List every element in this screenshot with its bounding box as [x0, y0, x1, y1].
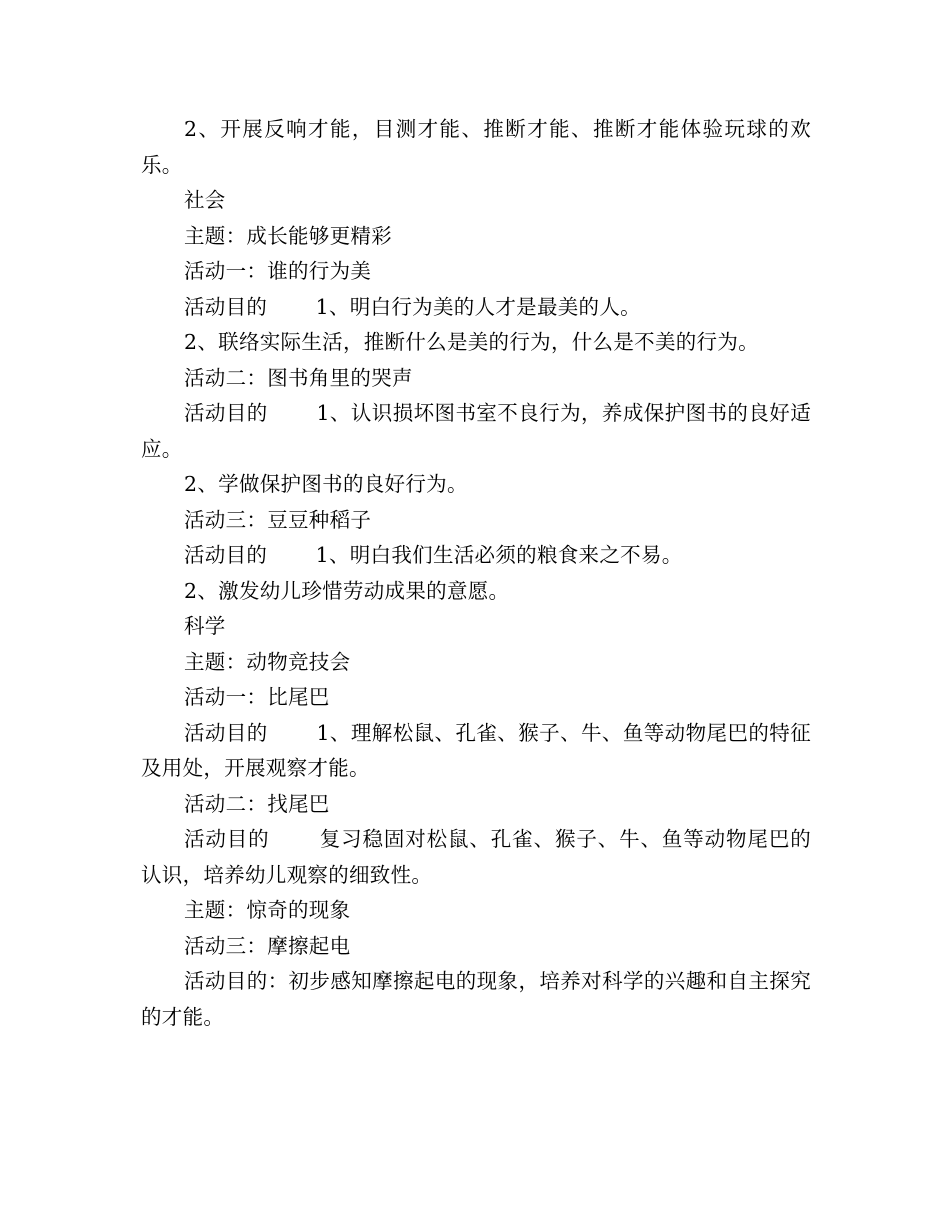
activity-goal: 活动目的 1、明白我们生活必须的粮食来之不易。	[184, 543, 683, 567]
theme-heading: 主题：惊奇的现象	[184, 898, 351, 922]
activity-goal: 活动目的 复习稳固对松鼠、孔雀、猴子、牛、鱼等动物尾巴的认识，培养幼儿观察的细致性。	[141, 827, 811, 887]
activity-goal: 活动目的 1、明白行为美的人才是最美的人。	[184, 294, 641, 319]
activity-goal: 活动目的：初步感知摩擦起电的现象，培养对科学的兴趣和自主探究的才能。	[141, 969, 811, 1029]
activity-heading: 活动一：谁的行为美	[184, 259, 372, 283]
paragraph-skill-goal: 2、开展反响才能，目测才能、推断才能、推断才能体验玩球的欢乐。	[141, 117, 811, 177]
activity-goal: 2、激发幼儿珍惜劳动成果的意愿。	[184, 578, 510, 603]
document-body	[141, 112, 811, 1035]
activity-goal: 2、联络实际生活，推断什么是美的行为，什么是不美的行为。	[184, 330, 759, 354]
activity-goal: 活动目的 1、认识损坏图书室不良行为，养成保护图书的良好适应。	[141, 401, 811, 461]
activity-heading: 活动二：找尾巴	[184, 791, 330, 816]
activity-goal: 活动目的 1、理解松鼠、孔雀、猴子、牛、鱼等动物尾巴的特征及用处，开展观察才能。	[141, 720, 811, 780]
activity-heading: 活动三：豆豆种稻子	[184, 507, 372, 532]
activity-heading: 活动一：比尾巴	[184, 685, 330, 709]
activity-heading: 活动三：摩擦起电	[184, 933, 351, 958]
section-heading-social: 社会	[184, 188, 226, 212]
theme-heading: 主题：动物竞技会	[184, 649, 351, 674]
activity-goal: 2、学做保护图书的良好行为。	[184, 472, 468, 496]
section-heading-science: 科学	[184, 614, 226, 638]
theme-heading: 主题：成长能够更精彩	[184, 223, 392, 248]
activity-heading: 活动二：图书角里的哭声	[184, 365, 413, 390]
